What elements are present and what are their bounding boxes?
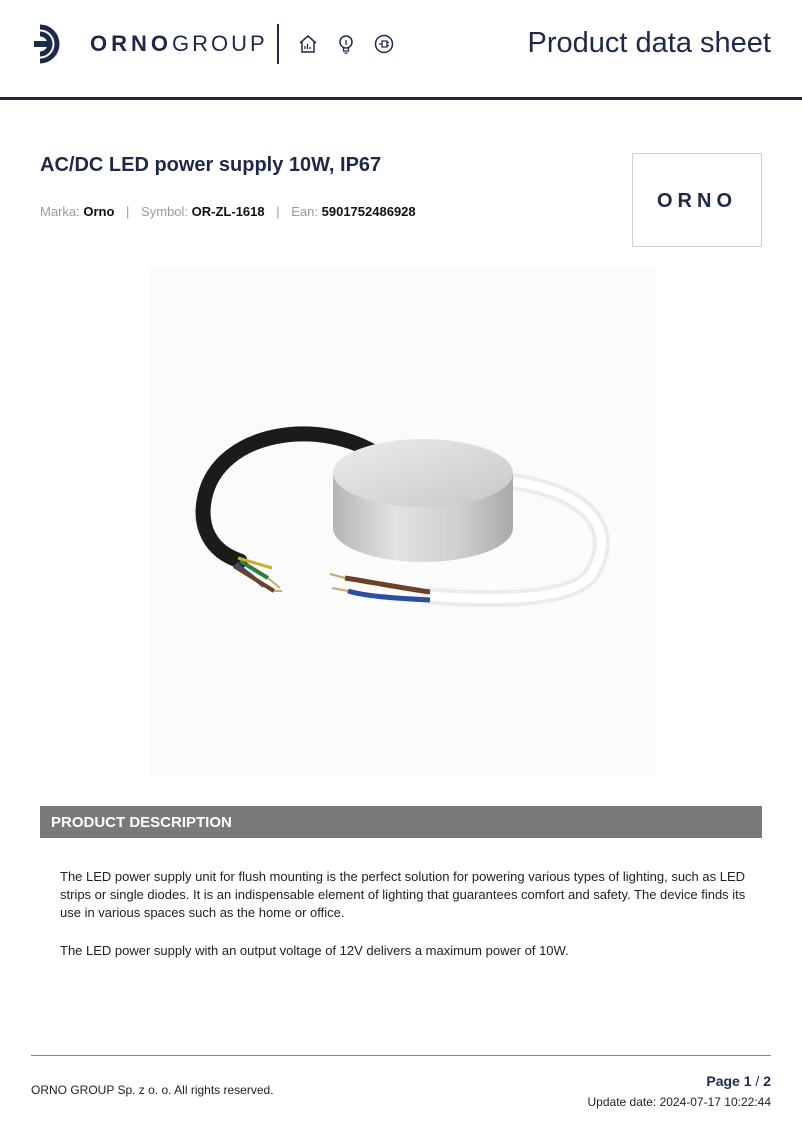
document-title: Product data sheet — [527, 27, 771, 59]
page-total: 2 — [763, 1073, 771, 1089]
page-label: Page — [706, 1073, 740, 1089]
home-icon — [297, 33, 319, 55]
product-image — [150, 266, 655, 776]
copyright-notice: ORNO GROUP Sp. z o. o. All rights reserved. — [31, 1083, 274, 1097]
brand-value: Orno — [83, 204, 115, 219]
footer-divider — [31, 1055, 771, 1056]
page-number — [706, 1073, 771, 1089]
update-date: Update date: 2024-07-17 10:22:44 — [587, 1095, 771, 1109]
ean-label: Ean: — [291, 204, 319, 219]
page-separator: / — [755, 1073, 760, 1089]
brand-secondary: GROUP — [172, 31, 268, 56]
section-heading: PRODUCT DESCRIPTION — [51, 814, 232, 831]
symbol-label: Symbol: — [141, 204, 189, 219]
meta-separator: | — [126, 204, 130, 219]
description-paragraph: The LED power supply with an output voltage of 12V delivers a maximum power of 10W. — [60, 943, 569, 958]
meta-separator: | — [276, 204, 280, 219]
page-current: 1 — [743, 1073, 752, 1089]
orno-logo-mark — [34, 23, 76, 65]
header-divider — [277, 24, 279, 64]
bulb-icon — [335, 33, 357, 55]
brand-logo-text: ORNO — [657, 190, 737, 212]
product-meta — [40, 204, 416, 219]
page-header — [0, 0, 802, 100]
product-title: AC/DC LED power supply 10W, IP67 — [40, 154, 382, 176]
brand-wordmark — [90, 31, 268, 57]
symbol-value: OR-ZL-1618 — [191, 204, 265, 219]
power-supply-illustration — [150, 266, 655, 776]
description-paragraph: The LED power supply unit for flush mounting is the perfect solution for powering various types of lighting, such as LED strips or single diodes. It is an indispensable element of lighting that guarantees comfort and safety. The device finds its use in various spaces such as the home or office. — [60, 869, 746, 920]
plug-icon — [373, 33, 395, 55]
brand-label: Marka: — [40, 204, 80, 219]
brand-logo-box — [632, 153, 762, 247]
product-description-heading-bar — [40, 806, 762, 838]
brand-primary: ORNO — [90, 31, 172, 56]
ean-value: 5901752486928 — [321, 204, 416, 219]
